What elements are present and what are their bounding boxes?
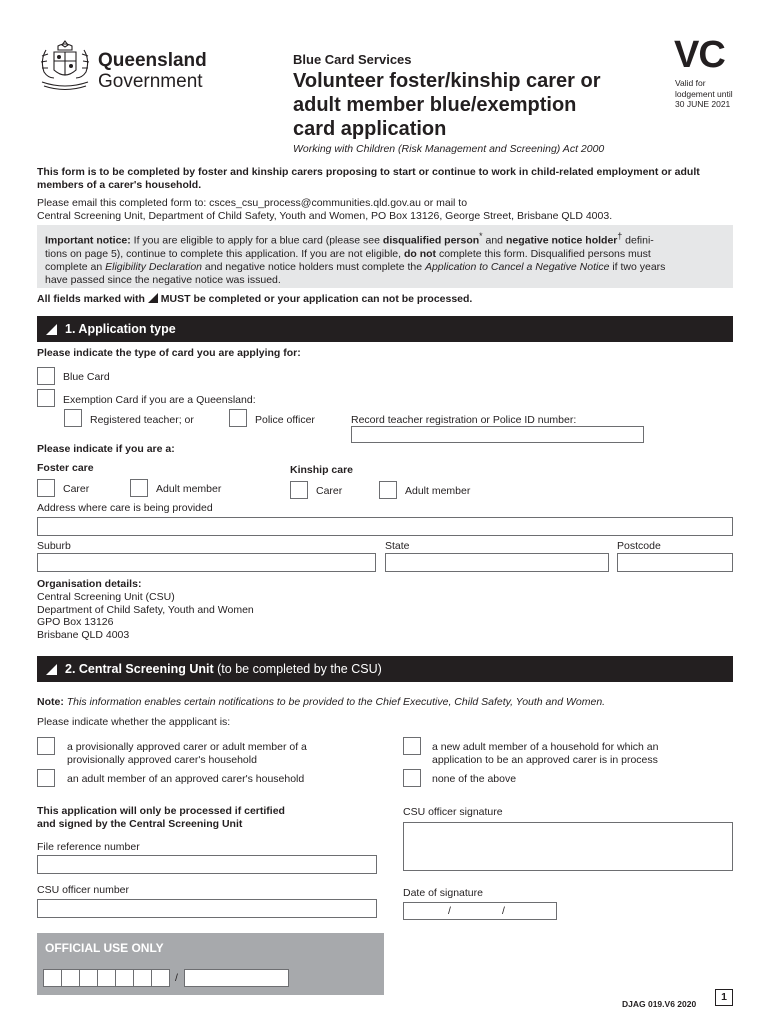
blue-card-label: Blue Card	[63, 371, 110, 383]
act-name: Working with Children (Risk Management and Screening) Act 2000	[293, 143, 605, 155]
mandatory-triangle-icon	[148, 293, 158, 303]
page-number: 1	[715, 989, 733, 1006]
form-version: DJAG 019.V6 2020	[622, 999, 697, 1009]
new-adult-member-label	[432, 741, 658, 767]
notice-line	[45, 230, 725, 248]
foster-carer-checkbox[interactable]	[37, 479, 55, 497]
official-code-cell[interactable]	[134, 970, 152, 986]
approved-carer-member-checkbox[interactable]	[37, 769, 55, 787]
registration-number-input[interactable]	[351, 426, 644, 443]
mandatory-triangle-icon	[46, 324, 57, 335]
form-code: VC	[674, 34, 725, 76]
service-name: Blue Card Services	[293, 52, 412, 67]
officer-number-input[interactable]	[37, 899, 377, 918]
official-suffix-input[interactable]	[184, 969, 289, 987]
notice-line	[45, 261, 725, 274]
none-of-above-checkbox[interactable]	[403, 769, 421, 787]
foster-adult-member-checkbox[interactable]	[130, 479, 148, 497]
official-separator: /	[175, 972, 178, 984]
certification-line: and signed by the Central Screening Unit	[37, 818, 243, 830]
section-2-subtitle: (to be completed by the CSU)	[213, 662, 382, 676]
kinship-adult-member-checkbox[interactable]	[379, 481, 397, 499]
validity-line: lodgement until	[675, 88, 733, 99]
intro-text	[37, 166, 700, 192]
email-line: Central Screening Unit, Department of Child Safety, Youth and Women, PO Box 13126, George Street, Brisbane QLD 4003.	[37, 210, 613, 222]
registered-teacher-label: Registered teacher; or	[90, 414, 194, 426]
option-line: a new adult member of a household for which an	[432, 741, 659, 753]
submission-instructions	[37, 197, 612, 223]
coat-of-arms-icon	[36, 38, 94, 94]
mandatory-triangle-icon	[46, 664, 57, 675]
official-code-cell[interactable]	[116, 970, 134, 986]
certification-note	[37, 805, 285, 831]
form-title-line: Volunteer foster/kinship carer or	[293, 70, 601, 92]
applicant-status-prompt: Please indicate whether the appplicant is:	[37, 716, 231, 728]
official-code-cell[interactable]	[80, 970, 98, 986]
form-title-line: card application	[293, 118, 447, 140]
option-line: provisionally approved carer's household	[67, 754, 257, 766]
foster-carer-label: Carer	[63, 483, 90, 495]
note-label: Note:	[37, 696, 64, 708]
organisation-line: Central Screening Unit (CSU)	[37, 590, 175, 603]
intro-line: members of a carer's household.	[37, 179, 202, 191]
validity-line: 30 JUNE 2021	[675, 99, 731, 109]
notice-text: defini-	[622, 234, 654, 247]
new-adult-member-checkbox[interactable]	[403, 737, 421, 755]
signature-date-label: Date of signature	[403, 887, 483, 899]
important-notice	[37, 225, 733, 288]
organisation-line: Brisbane QLD 4003	[37, 629, 130, 642]
officer-signature-label: CSU officer signature	[403, 806, 503, 818]
mandatory-note	[37, 293, 472, 305]
registered-teacher-checkbox[interactable]	[64, 409, 82, 427]
police-officer-label: Police officer	[255, 414, 315, 426]
organisation-details	[37, 578, 254, 642]
postcode-input[interactable]	[617, 553, 733, 572]
notice-text: complete an	[45, 260, 106, 273]
notice-term: disqualified person	[382, 234, 480, 247]
logo-queensland-text: Queensland	[98, 50, 207, 71]
card-type-prompt: Please indicate the type of card you are applying for:	[37, 347, 301, 359]
notice-text: if two years	[609, 260, 666, 273]
postcode-label: Postcode	[617, 540, 661, 552]
csu-note	[37, 696, 605, 708]
address-label: Address where care is being provided	[37, 502, 213, 514]
section-1-header	[37, 316, 733, 342]
state-input[interactable]	[385, 553, 609, 572]
official-code-boxes	[43, 969, 170, 987]
certification-line: This application will only be processed if certified	[37, 805, 285, 817]
notice-text: If you are eligible to apply for a blue card (please see	[130, 234, 383, 247]
kinship-carer-label: Carer	[316, 485, 343, 497]
email-line: Please email this completed form to: csces_csu_process@communities.qld.gov.au or mail to	[37, 197, 468, 209]
mandatory-text: All fields marked with	[37, 293, 148, 305]
section-2-title: 2. Central Screening Unit	[65, 662, 214, 676]
exemption-card-checkbox[interactable]	[37, 389, 55, 407]
notice-mark: *	[479, 231, 483, 241]
file-reference-label: File reference number	[37, 841, 140, 853]
file-reference-input[interactable]	[37, 855, 377, 874]
kinship-care-heading: Kinship care	[290, 464, 354, 476]
officer-number-label: CSU officer number	[37, 884, 130, 896]
section-2-header	[37, 656, 733, 682]
notice-line	[45, 248, 725, 261]
address-input[interactable]	[37, 517, 733, 536]
official-code-cell[interactable]	[62, 970, 80, 986]
carer-type-prompt: Please indicate if you are a:	[37, 443, 175, 455]
approved-carer-member-label: an adult member of an approved carer's household	[67, 773, 305, 785]
notice-term: do not	[403, 247, 437, 260]
kinship-adult-member-label: Adult member	[405, 485, 471, 497]
suburb-input[interactable]	[37, 553, 376, 572]
kinship-carer-checkbox[interactable]	[290, 481, 308, 499]
logo-government-text: Government	[98, 71, 203, 92]
notice-form-link: Application to Cancel a Negative Notice	[424, 260, 610, 273]
notice-label: Important notice:	[45, 234, 131, 247]
notice-text: complete this form. Disqualified persons must	[436, 247, 651, 260]
provisional-carer-checkbox[interactable]	[37, 737, 55, 755]
registration-number-label: Record teacher registration or Police ID number:	[351, 414, 577, 426]
form-title	[293, 69, 601, 141]
option-line: a provisionally approved carer or adult member of a	[67, 741, 307, 753]
provisional-carer-label	[67, 741, 307, 767]
police-officer-checkbox[interactable]	[229, 409, 247, 427]
organisation-line: Department of Child Safety, Youth and Women	[37, 603, 254, 616]
official-use-title: OFFICIAL USE ONLY	[45, 941, 164, 955]
date-separator: /	[448, 905, 451, 917]
suburb-label: Suburb	[37, 540, 71, 552]
validity-line: Valid for	[675, 78, 706, 88]
organisation-line: GPO Box 13126	[37, 616, 114, 629]
note-text: This information enables certain notifications to be provided to the Chief Executive, Child Safety, Youth and Women.	[63, 696, 606, 708]
form-title-line: adult member blue/exemption	[293, 94, 577, 116]
organisation-title: Organisation details:	[37, 578, 142, 590]
mandatory-text: MUST be completed or your application can not be processed.	[157, 293, 473, 305]
notice-text: and	[482, 234, 506, 247]
state-label: State	[385, 540, 410, 552]
notice-text: tions on page 5), continue to complete this application. If you are not eligible,	[45, 247, 404, 260]
official-code-cell[interactable]	[152, 970, 169, 986]
notice-form-link: Eligibility Declaration	[105, 260, 202, 273]
option-line: application to be an approved carer is in process	[432, 754, 658, 766]
foster-care-heading: Foster care	[37, 462, 94, 474]
notice-mark: †	[617, 231, 623, 241]
foster-adult-member-label: Adult member	[156, 483, 222, 495]
official-use-panel	[37, 933, 384, 995]
notice-text: and negative notice holders must complete the	[202, 260, 425, 273]
intro-line: This form is to be completed by foster and kinship carers proposing to start or continue to work in child-related employment or adult	[37, 166, 700, 178]
officer-signature-field[interactable]	[403, 822, 733, 871]
exemption-card-label: Exemption Card if you are a Queensland:	[63, 394, 256, 406]
notice-term: negative notice holder	[505, 234, 618, 247]
validity-note	[675, 78, 733, 110]
signature-date-input[interactable]	[403, 902, 557, 920]
official-code-cell[interactable]	[44, 970, 62, 986]
date-separator: /	[502, 905, 505, 917]
section-1-title: 1. Application type	[65, 322, 176, 336]
blue-card-checkbox[interactable]	[37, 367, 55, 385]
notice-line: have passed since the negative notice was issued.	[45, 273, 281, 286]
none-of-above-label: none of the above	[432, 773, 517, 785]
official-code-cell[interactable]	[98, 970, 116, 986]
qld-government-logo	[36, 38, 216, 94]
